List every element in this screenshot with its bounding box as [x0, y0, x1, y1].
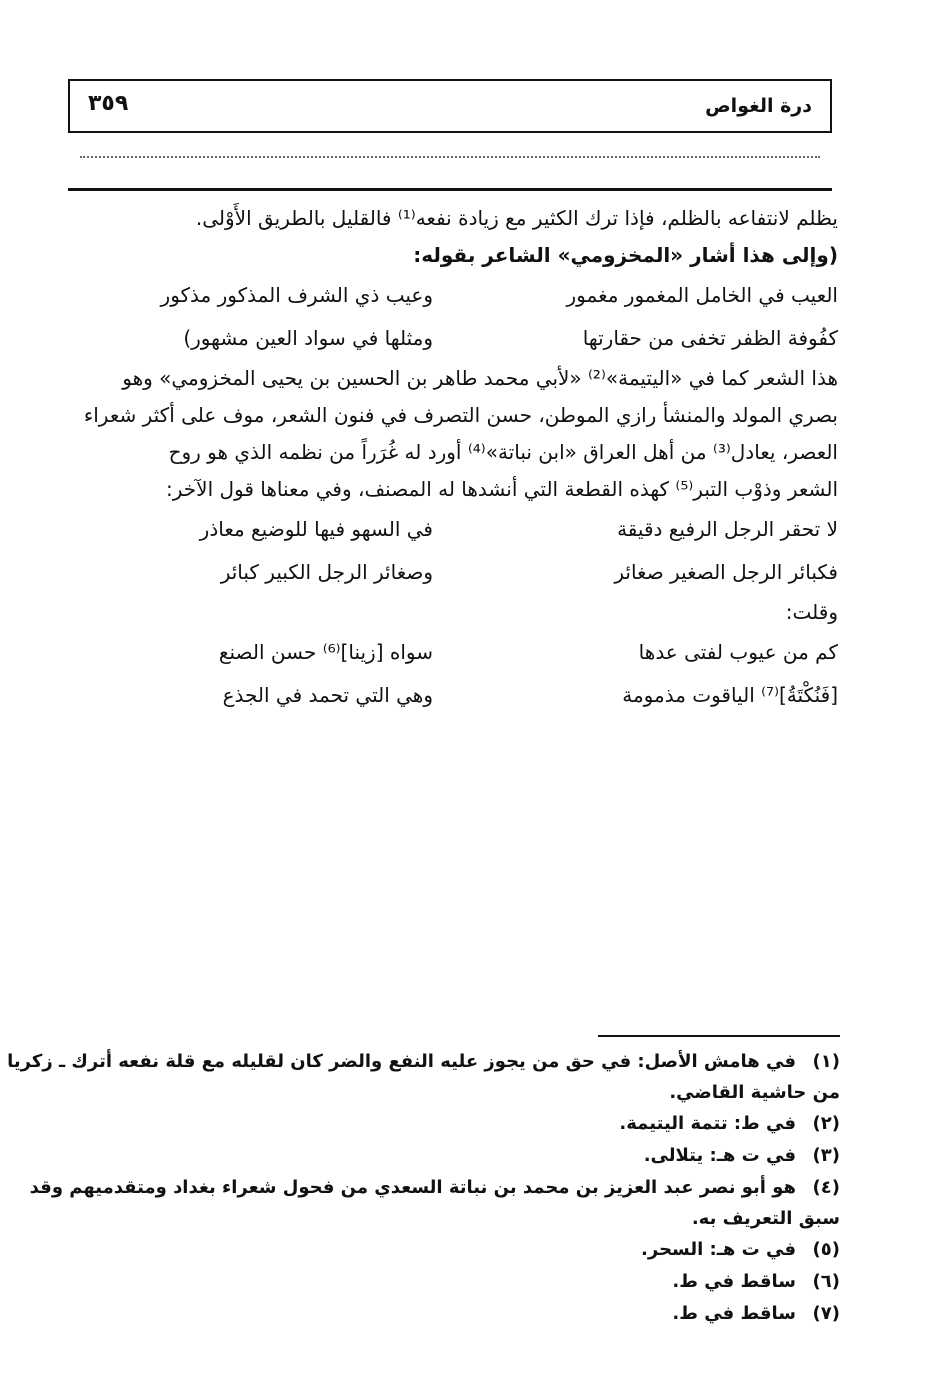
footnote-text: ساقط في ط.	[672, 1271, 796, 1292]
footnote-text: في ت هـ: يتلالى.	[643, 1145, 796, 1166]
footnote-text: ساقط في ط.	[672, 1303, 796, 1324]
verse-first-hemistich: كفُوفة الظفر تخفى من حقارتها	[582, 326, 838, 350]
verse-second-hemistich: وهي التي تحمد في الجذع	[222, 683, 433, 707]
verse-second-hemistich: ومثلها في سواد العين مشهور)	[183, 326, 433, 350]
footnote	[74, 1108, 840, 1140]
verse-second-hemistich: وصغائر الرجل الكبير كبائر	[220, 560, 433, 584]
footnote-text: في ط: تتمة اليتيمة.	[619, 1113, 796, 1134]
footnote-text: في هامش الأصل: في حق من يجوز عليه النفع والضر كان لقليله مع قلة نفعه أترك ـ زكريا	[7, 1051, 796, 1072]
verse-first-hemistich: العيب في الخامل المغمور مغمور	[566, 283, 838, 307]
verse-second-hemistich: في السهو فيها للوضيع معاذر	[199, 517, 433, 541]
footnote-number: (٢)	[812, 1113, 840, 1134]
footnote-continuation: سبق التعريف به.	[691, 1208, 840, 1229]
text-line: الشعر وذوْب التبر⁽⁵⁾ كهذه القطعة التي أنشدها له المصنف، وفي معناها قول الآخر:	[166, 477, 838, 501]
text-line: (وإلى هذا أشار «المخزومي» الشاعر بقوله:	[413, 243, 838, 267]
dotted-separator	[80, 156, 820, 158]
footnote-number: (٤)	[812, 1177, 840, 1198]
verse-first-hemistich: [فَنُكْتَةُ]⁽⁷⁾ الياقوت مذمومة	[622, 683, 838, 707]
footnote	[29, 1172, 840, 1204]
verse-line	[70, 317, 838, 360]
footnote-text: هو أبو نصر عبد العزيز بن محمد بن نباتة السعدي من فحول شعراء بغداد ومتقدميهم وقد	[29, 1177, 796, 1198]
footnote-number: (٣)	[812, 1145, 840, 1166]
text-line: العصر، يعادل⁽³⁾ من أهل العراق «ابن نباتة»⁽⁴⁾ أورد له غُرَراً من نظمه الذي هو روح	[168, 440, 838, 464]
page-number: ٣٥٩	[88, 91, 129, 116]
verse-line	[70, 274, 838, 317]
footnote-number: (٧)	[812, 1303, 840, 1324]
footnote	[74, 1298, 840, 1330]
footnote	[7, 1046, 840, 1078]
text-line: هذا الشعر كما في «اليتيمة»⁽²⁾ «لأبي محمد طاهر بن الحسين بن يحيى المخزومي» وهو	[122, 366, 838, 390]
verse-line	[70, 551, 838, 594]
footnote	[74, 1266, 840, 1298]
text-line: بصري المولد والمنشأ رازي الموطن، حسن التصرف في فنون الشعر، موف على أكثر شعراء	[83, 403, 838, 427]
book-title: درة الغواص	[705, 95, 812, 117]
footnote	[74, 1234, 840, 1266]
footnote-continuation: من حاشية القاضي.	[669, 1082, 840, 1103]
text-line: يظلم لانتفاعه بالظلم، فإذا ترك الكثير مع زيادة نفعه⁽¹⁾ فالقليل بالطريق الأَوْلى.	[195, 206, 838, 230]
footnote-number: (٦)	[812, 1271, 840, 1292]
verse-line	[70, 508, 838, 551]
header-rule	[68, 188, 832, 191]
main-text	[70, 200, 838, 717]
verse-first-hemistich: لا تحقر الرجل الرفيع دقيقة	[617, 517, 838, 541]
running-header	[68, 79, 832, 133]
verse-first-hemistich: فكبائر الرجل الصغير صغائر	[614, 560, 838, 584]
footnote-separator	[598, 1035, 840, 1037]
verse-second-hemistich: سواه [زينا]⁽⁶⁾ حسن الصنع	[218, 640, 433, 664]
verse-line	[70, 674, 838, 717]
footnote-number: (٥)	[812, 1239, 840, 1260]
verse-first-hemistich: كم من عيوب لفتى عدها	[638, 640, 838, 664]
footnote-text: في ت هـ: السحر.	[641, 1239, 796, 1260]
verse-second-hemistich: وعيب ذي الشرف المذكور مذكور	[160, 283, 433, 307]
text-line: وقلت:	[785, 600, 838, 624]
verse-line	[70, 631, 838, 674]
footnotes	[7, 1046, 840, 1330]
footnote	[74, 1140, 840, 1172]
footnote-number: (١)	[812, 1051, 840, 1072]
